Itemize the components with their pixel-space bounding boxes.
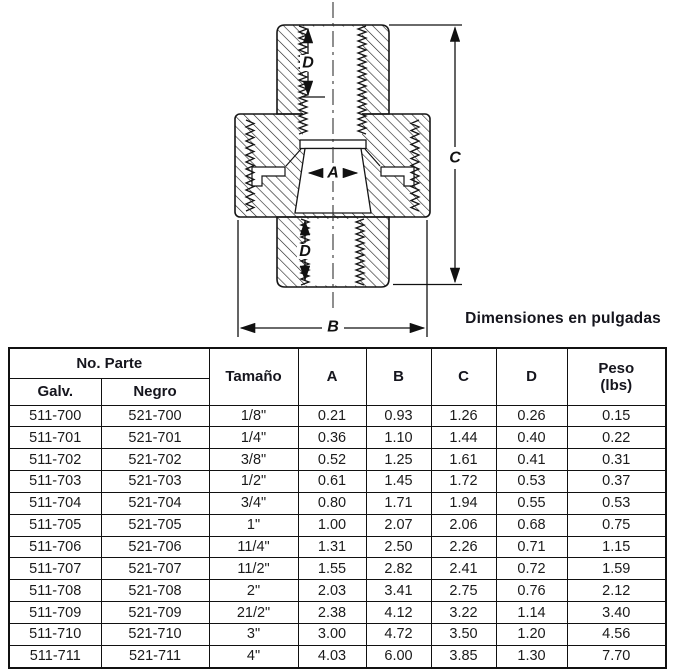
table-cell: 1.31 (298, 536, 366, 558)
table-cell: 2.82 (366, 558, 431, 580)
table-cell: 511-706 (9, 536, 101, 558)
parts-table-body (9, 405, 666, 668)
table-cell: 521-705 (101, 514, 209, 536)
table-cell: 521-708 (101, 580, 209, 602)
table-cell: 4" (209, 645, 298, 667)
table-cell: 2.75 (431, 580, 496, 602)
table-cell: 1/2" (209, 471, 298, 493)
table-cell: 521-707 (101, 558, 209, 580)
table-cell: 1.00 (298, 514, 366, 536)
table-cell: 1.15 (567, 536, 666, 558)
table-cell: 0.68 (496, 514, 567, 536)
table-cell: 0.93 (366, 405, 431, 427)
table-row (9, 536, 666, 558)
header-part-number: No. Parte (9, 348, 209, 378)
table-cell: 1.20 (496, 623, 567, 645)
table-cell: 0.71 (496, 536, 567, 558)
table-row (9, 580, 666, 602)
table-cell: 1.71 (366, 492, 431, 514)
table-cell: 3/4" (209, 492, 298, 514)
header-galvanized: Galv. (9, 378, 101, 405)
header-weight-line1: Peso (598, 359, 635, 377)
table-cell: 521-701 (101, 427, 209, 449)
table-cell: 0.55 (496, 492, 567, 514)
table-cell: 1.61 (431, 449, 496, 471)
table-cell: 0.75 (567, 514, 666, 536)
table-cell: 511-710 (9, 623, 101, 645)
header-dim-d: D (496, 348, 567, 405)
table-cell: 1/8" (209, 405, 298, 427)
table-cell: 3/8" (209, 449, 298, 471)
table-cell: 2.38 (298, 602, 366, 624)
table-cell: 511-707 (9, 558, 101, 580)
table-cell: 11/4" (209, 536, 298, 558)
table-cell: 0.53 (567, 492, 666, 514)
table-cell: 521-703 (101, 471, 209, 493)
table-cell: 521-711 (101, 645, 209, 667)
header-size: Tamaño (209, 348, 298, 405)
table-cell: 1" (209, 514, 298, 536)
table-row (9, 471, 666, 493)
table-cell: 1.30 (496, 645, 567, 667)
table-cell: 0.26 (496, 405, 567, 427)
table-cell: 1/4" (209, 427, 298, 449)
table-cell: 3.22 (431, 602, 496, 624)
table-cell: 511-701 (9, 427, 101, 449)
table-cell: 4.72 (366, 623, 431, 645)
table-row (9, 449, 666, 471)
table-cell: 2.07 (366, 514, 431, 536)
table-cell: 4.56 (567, 623, 666, 645)
table-cell: 2.41 (431, 558, 496, 580)
table-row (9, 623, 666, 645)
table-cell: 3.85 (431, 645, 496, 667)
table-cell: 521-706 (101, 536, 209, 558)
table-cell: 1.25 (366, 449, 431, 471)
table-cell: 11/2" (209, 558, 298, 580)
header-weight (567, 348, 666, 405)
table-cell: 3.41 (366, 580, 431, 602)
parts-table-header (9, 348, 666, 405)
table-cell: 21/2" (209, 602, 298, 624)
table-cell: 511-708 (9, 580, 101, 602)
table-cell: 1.26 (431, 405, 496, 427)
table-cell: 3.00 (298, 623, 366, 645)
table-cell: 1.94 (431, 492, 496, 514)
table-cell: 2" (209, 580, 298, 602)
table-cell: 521-702 (101, 449, 209, 471)
dim-label-d-bottom: D (299, 243, 311, 260)
table-cell: 2.26 (431, 536, 496, 558)
table-row (9, 492, 666, 514)
table-cell: 0.72 (496, 558, 567, 580)
table-row (9, 514, 666, 536)
table-row (9, 405, 666, 427)
table-cell: 2.06 (431, 514, 496, 536)
table-cell: 2.12 (567, 580, 666, 602)
table-cell: 0.40 (496, 427, 567, 449)
table-cell: 1.72 (431, 471, 496, 493)
table-cell: 0.31 (567, 449, 666, 471)
table-cell: 521-709 (101, 602, 209, 624)
table-cell: 511-700 (9, 405, 101, 427)
table-cell: 4.12 (366, 602, 431, 624)
table-cell: 511-704 (9, 492, 101, 514)
table-cell: 521-710 (101, 623, 209, 645)
table-cell: 1.10 (366, 427, 431, 449)
table-cell: 0.21 (298, 405, 366, 427)
table-cell: 511-702 (9, 449, 101, 471)
dim-label-c: C (449, 149, 461, 167)
table-cell: 3.40 (567, 602, 666, 624)
table-cell: 1.55 (298, 558, 366, 580)
table-cell: 7.70 (567, 645, 666, 667)
table-cell: 0.37 (567, 471, 666, 493)
table-cell: 0.53 (496, 471, 567, 493)
dim-label-b: B (327, 318, 339, 336)
table-cell: 4.03 (298, 645, 366, 667)
table-cell: 0.15 (567, 405, 666, 427)
table-cell: 0.76 (496, 580, 567, 602)
table-cell: 1.14 (496, 602, 567, 624)
table-cell: 1.59 (567, 558, 666, 580)
table-row (9, 645, 666, 667)
table-cell: 2.50 (366, 536, 431, 558)
dim-label-d-top: D (302, 54, 314, 72)
table-cell: 1.44 (431, 427, 496, 449)
table-cell: 521-704 (101, 492, 209, 514)
header-dim-c: C (431, 348, 496, 405)
table-cell: 0.36 (298, 427, 366, 449)
table-cell: 6.00 (366, 645, 431, 667)
units-caption: Dimensiones en pulgadas (465, 310, 661, 327)
table-row (9, 427, 666, 449)
table-cell: 2.03 (298, 580, 366, 602)
parts-table (8, 347, 667, 669)
table-cell: 0.22 (567, 427, 666, 449)
table-cell: 511-705 (9, 514, 101, 536)
table-row (9, 602, 666, 624)
table-cell: 0.61 (298, 471, 366, 493)
table-cell: 0.80 (298, 492, 366, 514)
table-cell: 0.41 (496, 449, 567, 471)
table-cell: 511-703 (9, 471, 101, 493)
header-dim-a: A (298, 348, 366, 405)
table-cell: 511-711 (9, 645, 101, 667)
table-cell: 1.45 (366, 471, 431, 493)
table-cell: 3" (209, 623, 298, 645)
header-black: Negro (101, 378, 209, 405)
table-cell: 0.52 (298, 449, 366, 471)
dim-label-a: A (327, 164, 339, 182)
header-dim-b: B (366, 348, 431, 405)
table-cell: 3.50 (431, 623, 496, 645)
table-cell: 521-700 (101, 405, 209, 427)
table-cell: 511-709 (9, 602, 101, 624)
header-weight-line2: (lbs) (600, 376, 633, 394)
table-row (9, 558, 666, 580)
